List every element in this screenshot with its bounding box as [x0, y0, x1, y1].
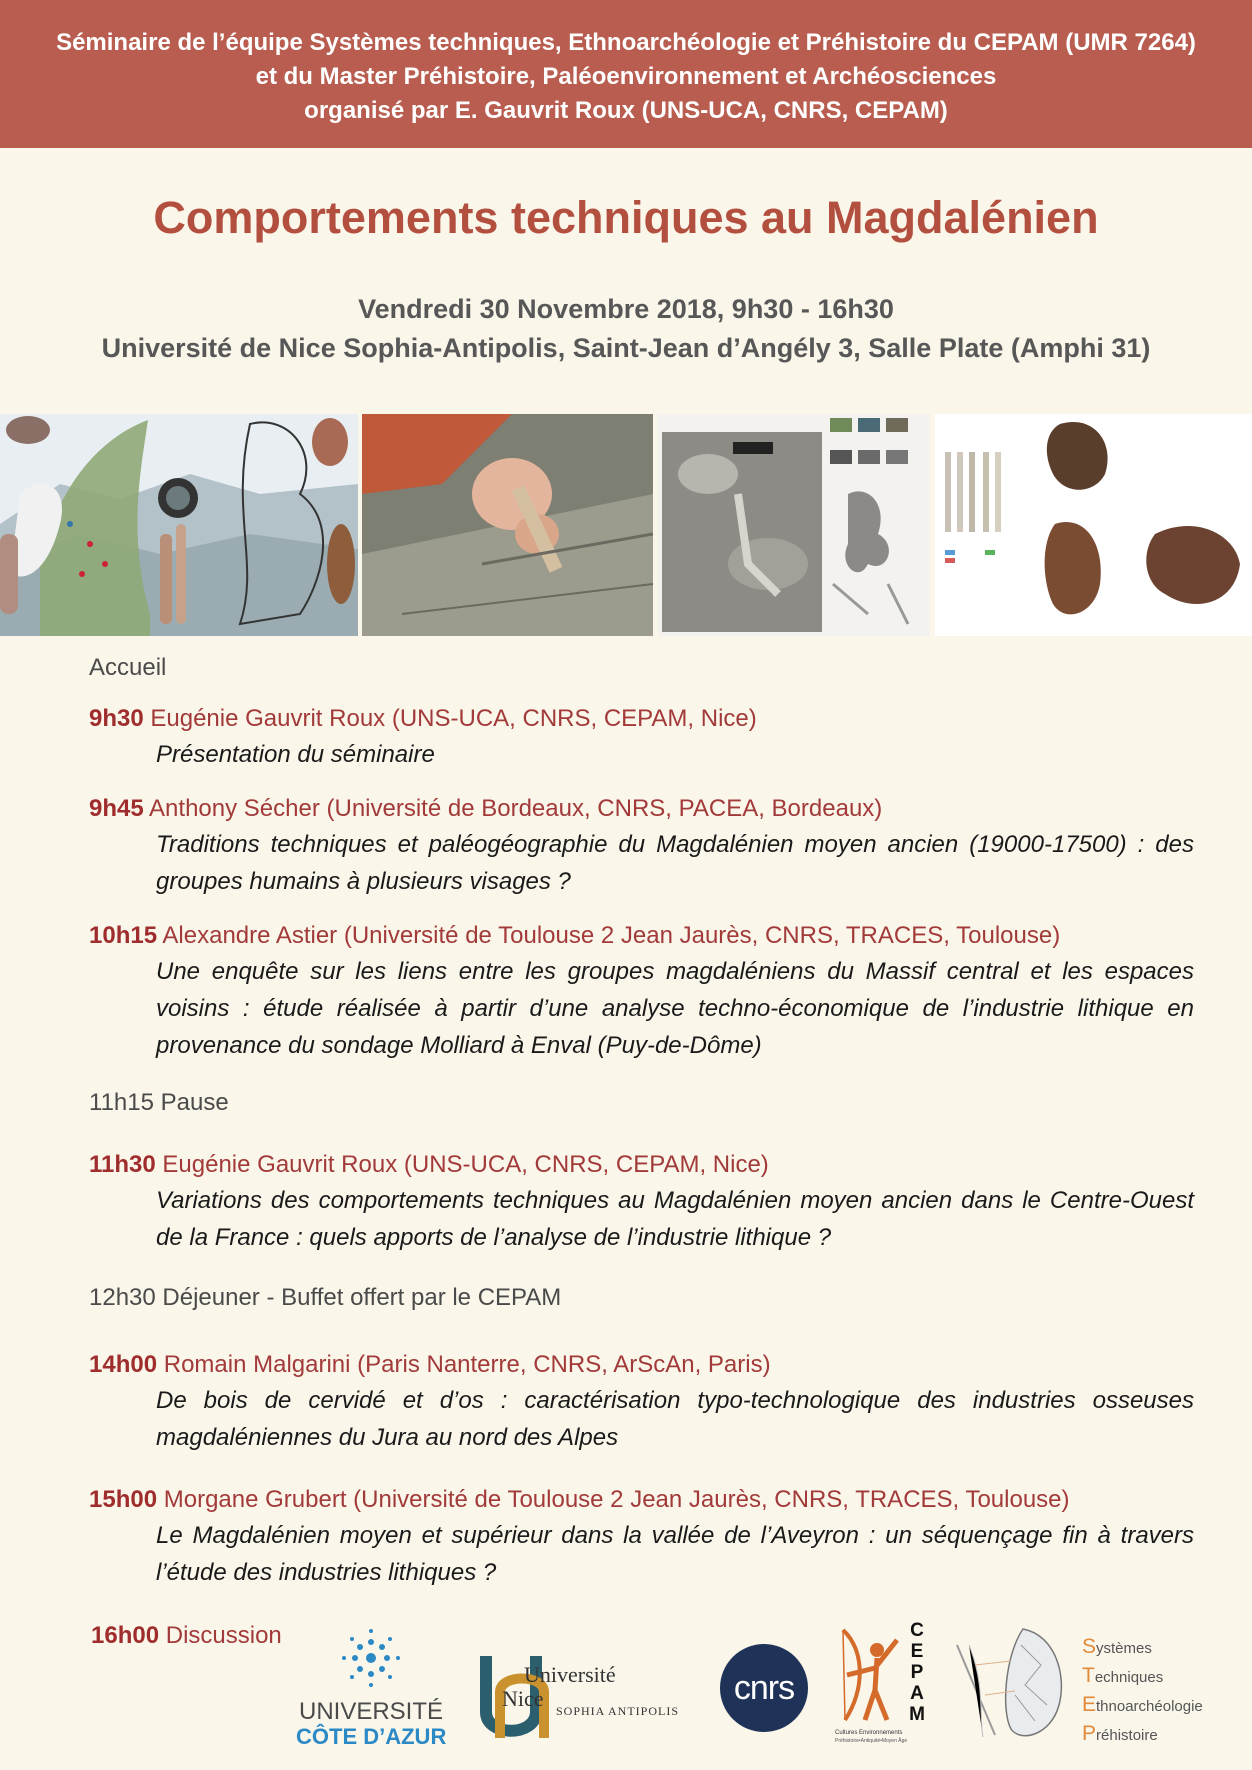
- discussion-label: Discussion: [165, 1622, 282, 1649]
- step-rest: ystèmes: [1096, 1640, 1152, 1657]
- nice-word2: Nice: [502, 1686, 544, 1711]
- talk-speaker: Romain Malgarini (Paris Nanterre, CNRS, ArScAn, Paris): [163, 1351, 771, 1378]
- archer-icon: [835, 1620, 905, 1730]
- talk-time: 9h30: [89, 705, 144, 732]
- talk-title: De bois de cervidé et d’os : caractérisation typo-technologique des industries osseuses magdaléniennes du Jura au nord des Alpes: [156, 1387, 1194, 1451]
- cepam-caption1: Cultures Environnements: [835, 1730, 903, 1736]
- cepam-letter: P: [910, 1662, 924, 1683]
- date-line: Vendredi 30 Novembre 2018, 9h30 - 16h30: [358, 294, 894, 324]
- step-rest: echniques: [1094, 1669, 1164, 1686]
- talk-title: Présentation du séminaire: [156, 741, 435, 768]
- cepam-letter: C: [910, 1620, 924, 1641]
- header-line-3: organisé par E. Gauvrit Roux (UNS-UCA, CNRS, CEPAM): [304, 97, 948, 124]
- step-logo: [955, 1625, 1215, 1750]
- discussion-time: 16h00: [91, 1622, 160, 1649]
- cepam-letter: E: [910, 1641, 924, 1662]
- talk-speaker: Alexandre Astier (Université de Toulouse 2 Jean Jaurès, CNRS, TRACES, Toulouse): [162, 922, 1061, 949]
- location-line: Université de Nice Sophia-Antipolis, Saint-Jean d’Angély 3, Salle Plate (Amphi 31): [101, 333, 1151, 363]
- image-strip: [0, 414, 1252, 636]
- pause-item: 11h15 Pause: [89, 1089, 229, 1116]
- step-rest: réhistoire: [1096, 1727, 1158, 1744]
- talk-title: Le Magdalénien moyen et supérieur dans la vallée de l’Aveyron : un séquençage fin à travers l’étude des industries lithiques ?: [156, 1522, 1194, 1586]
- cepam-letter: M: [909, 1704, 925, 1725]
- step-initial: E: [1082, 1693, 1097, 1716]
- cepam-letter: A: [910, 1683, 924, 1704]
- step-initial: S: [1082, 1635, 1097, 1658]
- talk-speaker: Eugénie Gauvrit Roux (UNS-UCA, CNRS, CEPAM, Nice): [150, 705, 757, 732]
- talk-time: 11h30: [89, 1151, 156, 1178]
- talk-item: [89, 1483, 1194, 1591]
- cepam-logo: [835, 1620, 935, 1750]
- universite-nice-logo: [480, 1652, 700, 1742]
- collage-illustration-image: [0, 414, 358, 636]
- nice-word1: Université: [524, 1662, 616, 1687]
- talk-time: 10h15: [89, 922, 158, 949]
- cnrs-text: cnrs: [733, 1669, 795, 1707]
- dots-icon: [296, 1628, 446, 1688]
- step-text: [1082, 1633, 1203, 1749]
- talk-speaker: Morgane Grubert (Université de Toulouse 2 Jean Jaurès, CNRS, TRACES, Toulouse): [163, 1486, 1070, 1513]
- excavation-photo-image: [362, 414, 653, 636]
- step-initial: T: [1082, 1664, 1095, 1687]
- nice-word3: SOPHIA ANTIPOLIS: [556, 1704, 680, 1718]
- seminar-subtitle: [0, 290, 1252, 368]
- uca-line1: UNIVERSITÉ: [298, 1698, 444, 1725]
- step-rest: thnoarchéologie: [1096, 1698, 1203, 1715]
- step-initial: P: [1082, 1722, 1097, 1745]
- talk-time: 14h00: [89, 1351, 158, 1378]
- excavation-plan-image: [658, 414, 930, 636]
- talk-speaker: Eugénie Gauvrit Roux (UNS-UCA, CNRS, CEPAM, Nice): [162, 1151, 769, 1178]
- biface-icon: [955, 1625, 1075, 1745]
- cepam-letters: [905, 1620, 929, 1725]
- talk-title: Variations des comportements techniques au Magdalénien moyen ancien dans le Centre-Ouest de la France : quels apports de l’analyse de l’industrie lithique ?: [156, 1187, 1194, 1251]
- talk-time: 9h45: [89, 795, 144, 822]
- talk-item: [89, 1348, 1194, 1456]
- universite-cote-dazur-logo: [296, 1628, 446, 1748]
- header-line-1: Séminaire de l’équipe Systèmes techniques, Ethnoarchéologie et Préhistoire du CEPAM (UMR 7264): [56, 29, 1196, 56]
- talk-item: [89, 919, 1194, 1064]
- talk-item: [89, 702, 1194, 773]
- lunch-item: 12h30 Déjeuner - Buffet offert par le CEPAM: [89, 1284, 562, 1311]
- talk-item: [89, 792, 1194, 900]
- talk-title: Une enquête sur les liens entre les groupes magdaléniens du Massif central et les espaces voisins : étude réalisée à partir d’une analyse techno-économique de l’industrie lithique en provenance du sondage Molliard à Enval (Puy-de-Dôme): [156, 958, 1194, 1059]
- talk-item: [89, 1148, 1194, 1256]
- uca-line2: CÔTE D’AZUR: [296, 1724, 447, 1749]
- talk-title: Traditions techniques et paléogéographie du Magdalénien moyen ancien (19000-17500) : des groupes humains à plusieurs visages ?: [156, 831, 1194, 895]
- lithic-artefacts-image: [935, 414, 1252, 636]
- cnrs-logo: [720, 1644, 808, 1732]
- discussion-item: [91, 1622, 282, 1650]
- talk-time: 15h00: [89, 1486, 158, 1513]
- seminar-title: Comportements techniques au Magdalénien: [153, 192, 1099, 243]
- header-line-2: et du Master Préhistoire, Paléoenvironnement et Archéosciences: [255, 63, 997, 90]
- cepam-caption2: Préhistoire•Antiquité•Moyen Âge: [835, 1738, 908, 1744]
- talk-speaker: Anthony Sécher (Université de Bordeaux, CNRS, PACEA, Bordeaux): [149, 795, 883, 822]
- seminar-header: [0, 0, 1252, 148]
- welcome-item: Accueil: [89, 654, 167, 681]
